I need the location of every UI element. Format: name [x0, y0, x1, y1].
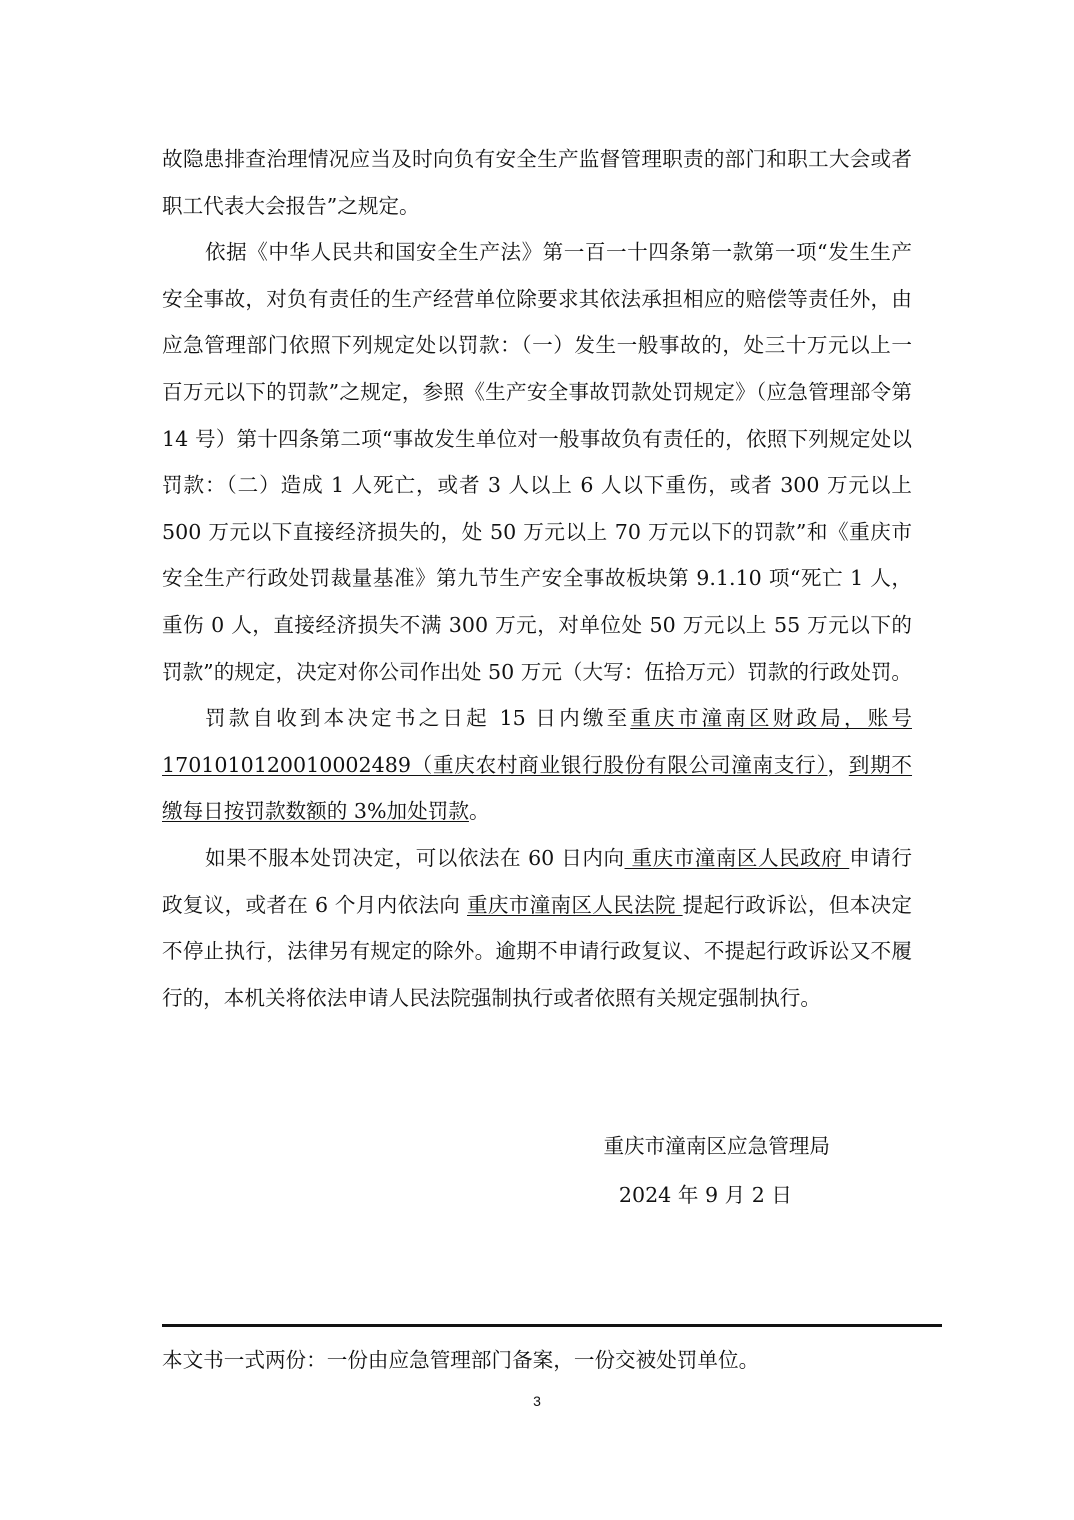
paragraph-continuation	[162, 136, 912, 229]
paragraph-appeal	[162, 835, 912, 1021]
late-penalty-underlined: 到期不缴每日按罚款数额的 3%加处罚款	[162, 752, 913, 824]
paragraph-text: 罚款自收到本决定书之日起 15 日内缴至	[205, 706, 631, 731]
paragraph-text: 申请行政复议，或者在 6 个月内依法向	[162, 845, 912, 917]
page-number: 3	[533, 1393, 541, 1409]
court-underlined: 重庆市潼南区人民法院	[467, 892, 683, 917]
issue-date: 2024 年 9 月 2 日	[618, 1183, 792, 1207]
paragraph-text: 如果不服本处罚决定，可以依法在 60 日内向	[205, 845, 625, 870]
paragraph-legal-basis	[162, 229, 912, 695]
paragraph-text: 提起行政诉讼，但本决定不停止执行，法律另有规定的除外。逾期不申请行政复议、不提起行政诉讼又不履行的，本机关将依法申请人民法院强制执行或者依照有关规定强制执行。	[162, 892, 912, 1010]
document-body	[162, 136, 912, 1021]
footnote-divider	[162, 1324, 942, 1327]
paragraph-text: 。	[468, 799, 490, 824]
payee-account-underlined: 重庆市潼南区财政局，账号 1701010120010002489（重庆农村商业银行股份有限公司潼南支行）	[162, 706, 912, 777]
issuing-organization: 重庆市潼南区应急管理局	[603, 1134, 830, 1158]
paragraph-payment	[162, 695, 912, 835]
footnote: 本文书一式两份：一份由应急管理部门备案，一份交被处罚单位。	[162, 1348, 760, 1372]
paragraph-text: ，	[827, 752, 849, 777]
paragraph-text: 依据《中华人民共和国安全生产法》第一百一十四条第一款第一项“发生生产安全事故，对负有责任的生产经营单位除要求其依法承担相应的赔偿等责任外，由应急管理部门依照下列规定处以罚款：（一）发生一般事故的，处三十万元以上一百万元以下的罚款”之规定，参照《生产安全事故罚款处罚规定》（应急管理部令第 14 号）第十四条第二项“事故发生单位对一般事故负有责任的，依照下列规定处以罚款：（二）造成 1 人死亡，或者 3 人以上 6 人以下重伤，或者 300 万元以上 500 万元以下直接经济损失的，处 50 万元以上 70 万元以下的罚款”和《重庆市安全生产行政处罚裁量基准》第九节生产安全事故板块第 9.1.10 项“死亡 1 人，重伤 0 人，直接经济损失不满 300 万元，对单位处 50 万元以上 55 万元以下的罚款”的规定，决定对你公司作出处 50 万元（大写：伍拾万元）罚款的行政处罚。	[162, 240, 913, 684]
review-authority-underlined: 重庆市潼南区人民政府	[624, 845, 850, 870]
paragraph-text: 故隐患排查治理情况应当及时向负有安全生产监督管理职责的部门和职工大会或者职工代表大会报告”之规定。	[162, 147, 912, 218]
